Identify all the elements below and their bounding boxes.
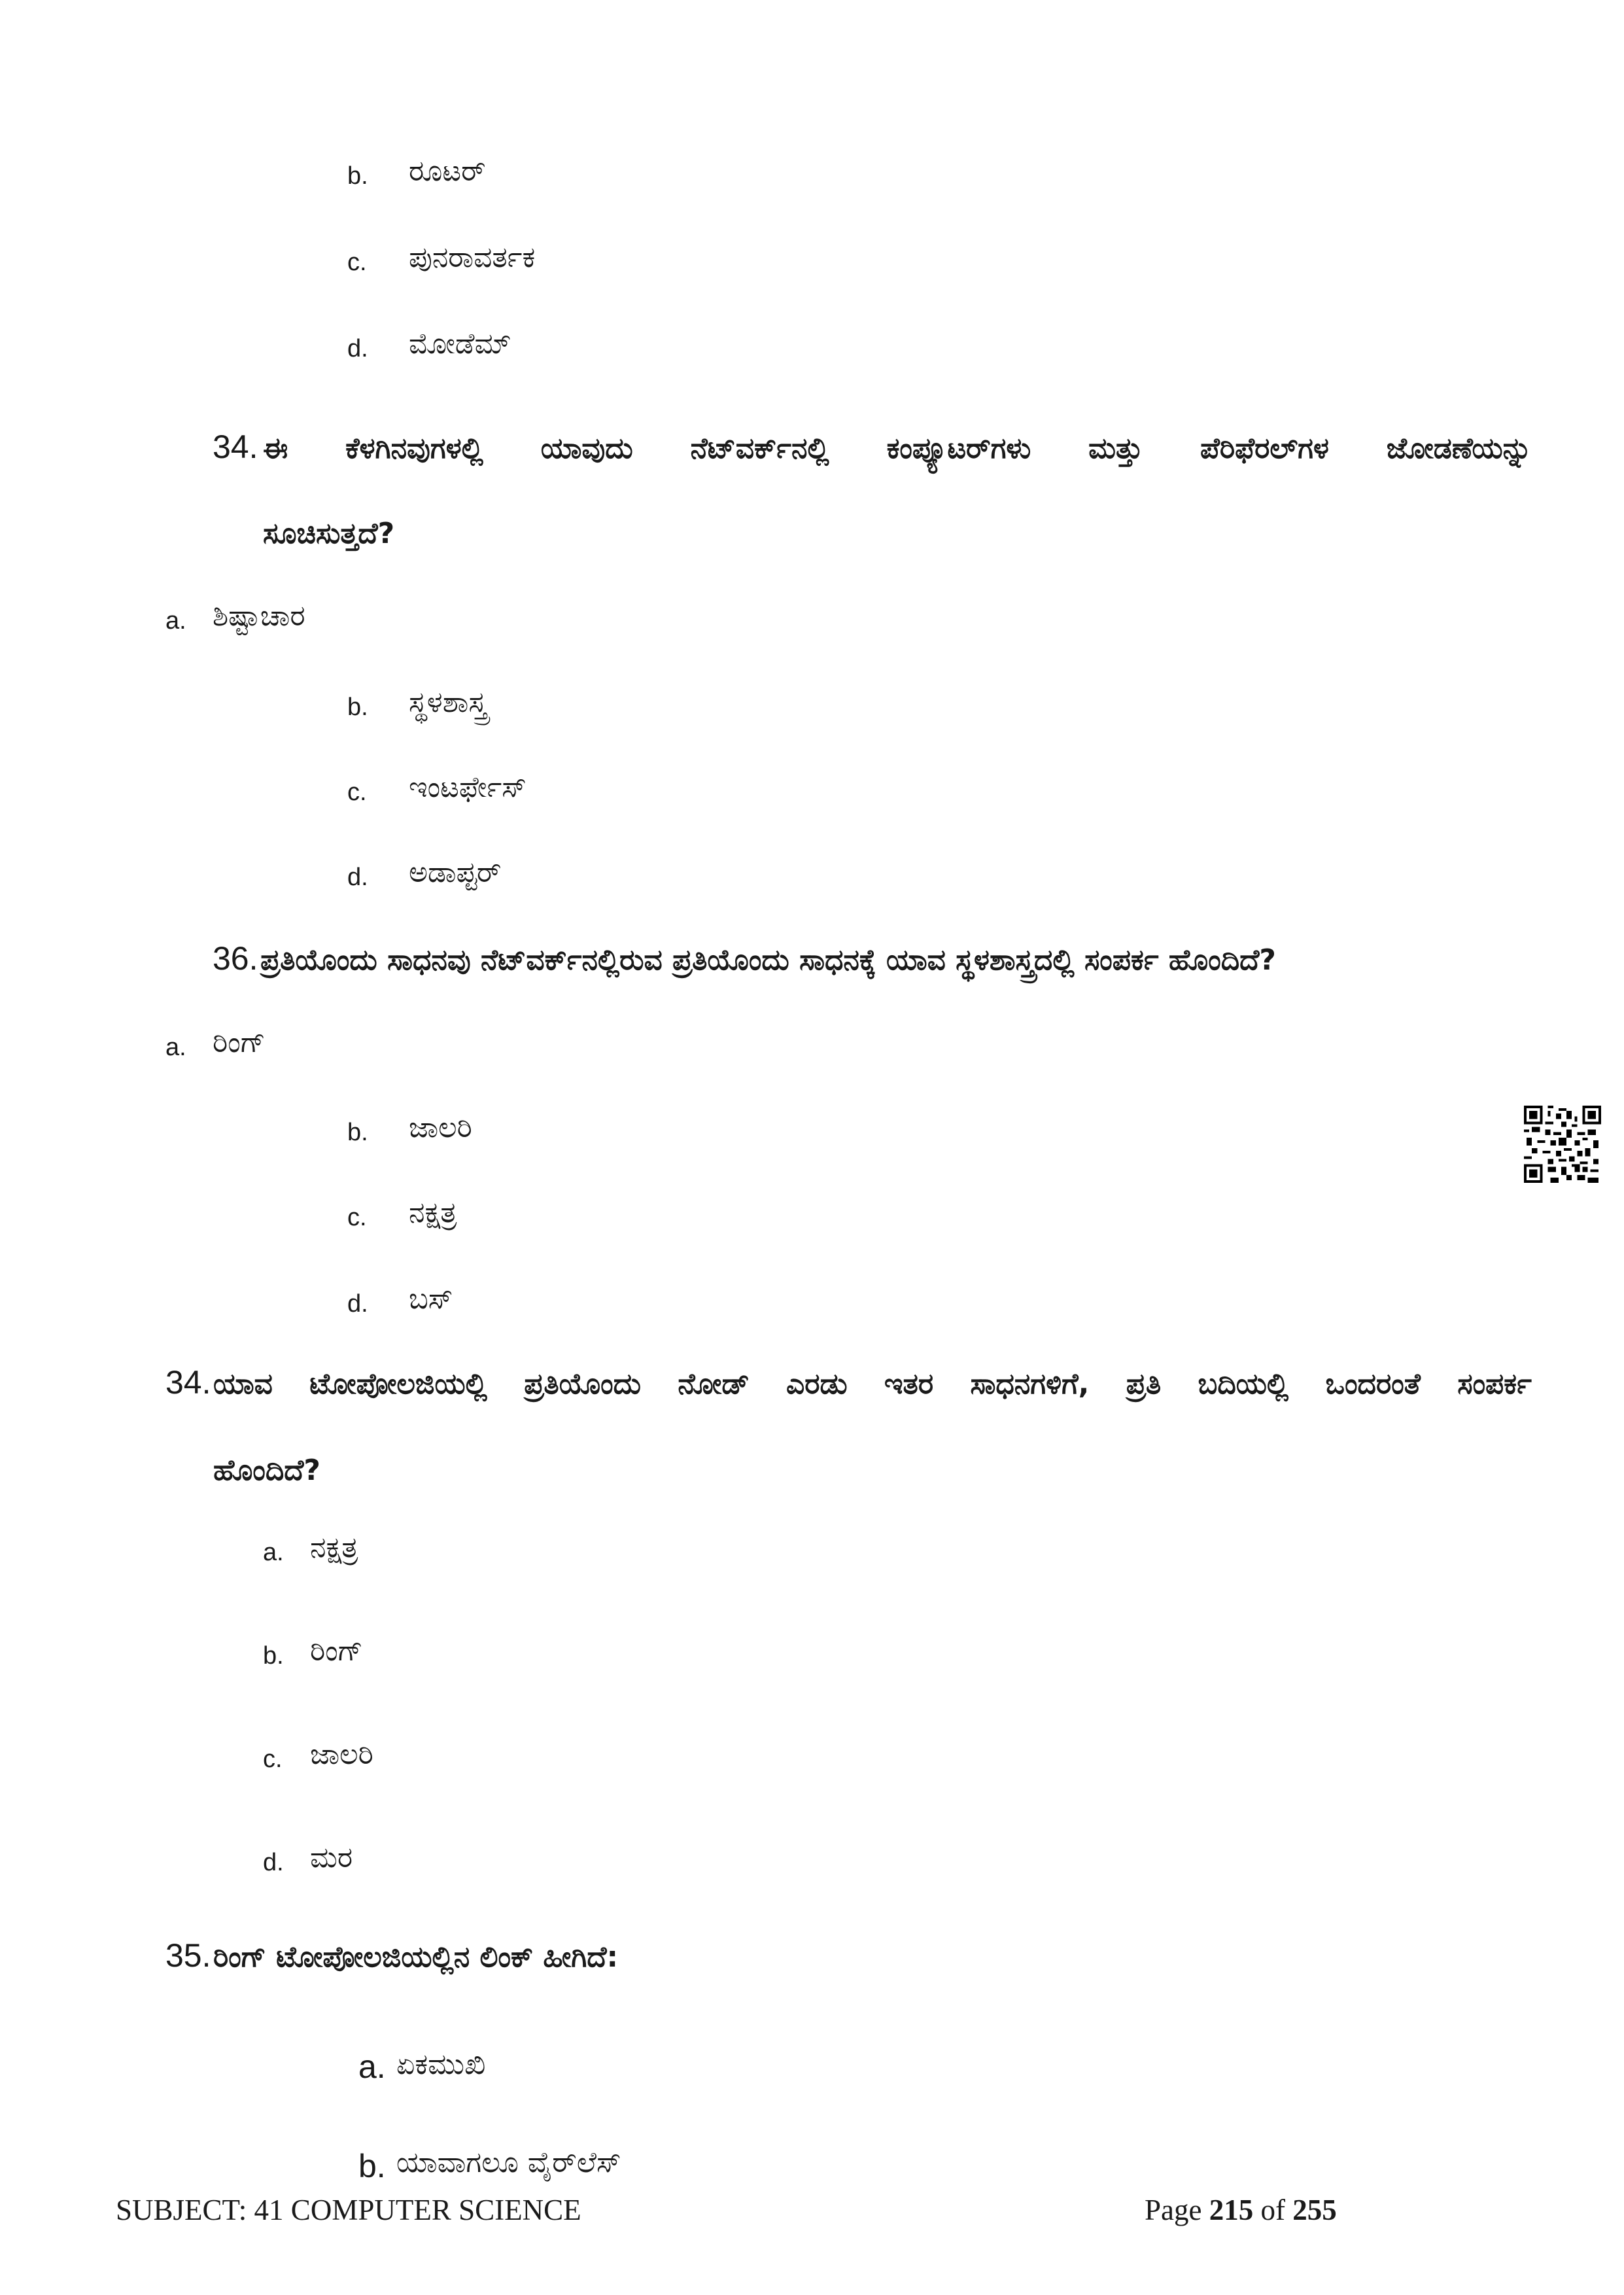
word: ಕೆಳಗಿನವುಗಳಲ್ಲಿ	[345, 432, 483, 465]
option-text: ಯಾವಾಗಲೂ ವೈರ್‌ಲೆಸ್	[396, 2146, 621, 2179]
word: ನೆಟ್‌ವರ್ಕ್‌ನಲ್ಲಿ	[690, 432, 829, 465]
option-text: ಇಂಟರ್ಫೇಸ್	[409, 771, 527, 804]
word: ಒಂದರಂತೆ	[1325, 1367, 1421, 1401]
word: ನೋಡ್	[678, 1367, 750, 1401]
word: ಜೋಡಣೆಯನ್ನು	[1386, 432, 1532, 465]
subject-label: SUBJECT: 41 COMPUTER SCIENCE	[116, 2194, 581, 2226]
option-text: ಮರ	[310, 1841, 353, 1874]
option-text: ಸ್ಥಳಶಾಸ್ತ್ರ	[409, 686, 487, 719]
option-letter: d.	[347, 864, 368, 891]
page-total: 255	[1292, 2194, 1337, 2226]
option-text: ಏಕಮುಖಿ	[396, 2048, 486, 2081]
question-text: ರಿಂಗ್ ಟೋಪೋಲಜಿಯಲ್ಲಿನ ಲಿಂಕ್ ಹೀಗಿದೆ:	[213, 1940, 619, 1974]
option-text: ಪುನರಾವರ್ತಕ	[409, 241, 536, 274]
question-number: 36.	[213, 940, 258, 977]
option-text: ಜಾಲರಿ	[310, 1738, 373, 1771]
option-letter: a.	[358, 2048, 386, 2085]
word: ಮತ್ತು	[1088, 432, 1143, 465]
option-text: ನಕ್ಷತ್ರ	[409, 1196, 457, 1229]
question-number: 34.	[213, 429, 258, 465]
word: ಯಾವ	[213, 1367, 273, 1401]
word: ಟೋಪೋಲಜಿಯಲ್ಲಿ	[309, 1367, 487, 1401]
word: ಪ್ರತಿ	[1126, 1367, 1162, 1401]
option-text: ಶಿಷ್ಟಾಚಾರ	[213, 599, 305, 633]
question-number: 34.	[165, 1364, 211, 1401]
question-number: 35.	[165, 1937, 211, 1974]
question-text-line1	[213, 1367, 1532, 1401]
option-letter: a.	[165, 607, 186, 635]
option-text: ಮೋಡೆಮ್	[409, 327, 511, 360]
option-letter: b.	[347, 162, 368, 190]
word: ಬದಿಯಲ್ಲಿ	[1198, 1367, 1289, 1401]
page-of: of	[1260, 2194, 1285, 2226]
question-text-line2: ಹೊಂದಿದೆ?	[213, 1454, 320, 1487]
question-text-line1	[263, 432, 1532, 465]
word: ಪೆರಿಫೆರಲ್‌ಗಳ	[1200, 432, 1329, 465]
option-letter: b.	[347, 693, 368, 721]
page-indicator	[1145, 2193, 1337, 2227]
option-letter: d.	[263, 1849, 284, 1876]
option-text: ರೂಟರ್	[409, 154, 486, 188]
question-text: ಪ್ರತಿಯೊಂದು ಸಾಧನವು ನೆಟ್‌ವರ್ಕ್‌ನಲ್ಲಿರುವ ಪ್ರತಿಯೊಂದು ಸಾಧನಕ್ಕೆ ಯಾವ ಸ್ಥಳಶಾಸ್ತ್ರದಲ್ಲಿ ಸಂಪರ್ಕ ಹೊಂದಿದೆ?	[260, 943, 1276, 977]
option-letter: d.	[347, 1290, 368, 1318]
option-text: ರಿಂಗ್	[213, 1026, 266, 1059]
word: ಸಂಪರ್ಕ	[1457, 1367, 1532, 1401]
word: ಎರಡು	[786, 1367, 848, 1401]
option-letter: b.	[358, 2148, 386, 2184]
question-text-line2: ಸೂಚಿಸುತ್ತದೆ?	[263, 517, 395, 550]
word: ಸಾಧನಗಳಿಗೆ,	[970, 1367, 1090, 1401]
word: ಈ	[263, 432, 288, 465]
page-prefix: Page	[1145, 2194, 1202, 2226]
option-letter: c.	[347, 1204, 367, 1231]
word: ಕಂಪ್ಯೂಟರ್‌ಗಳು	[886, 432, 1031, 465]
option-letter: b.	[263, 1642, 284, 1670]
option-text: ಜಾಲರಿ	[409, 1111, 472, 1144]
option-letter: a.	[263, 1539, 284, 1566]
option-letter: a.	[165, 1034, 186, 1061]
word: ಇತರ	[884, 1367, 934, 1401]
option-text: ಬಸ್	[409, 1282, 453, 1316]
option-letter: c.	[347, 249, 367, 276]
option-text: ನಕ್ಷತ್ರ	[310, 1531, 358, 1564]
option-letter: c.	[263, 1745, 283, 1773]
word: ಪ್ರತಿಯೊಂದು	[524, 1367, 642, 1401]
option-letter: c.	[347, 779, 367, 806]
qr-code-icon	[1524, 1106, 1601, 1183]
option-text: ರಿಂಗ್	[310, 1634, 363, 1668]
word: ಯಾವುದು	[540, 432, 633, 465]
option-text: ಅಡಾಪ್ಟರ್	[409, 856, 502, 889]
option-letter: b.	[347, 1119, 368, 1146]
option-letter: d.	[347, 335, 368, 362]
page-number: 215	[1209, 2194, 1254, 2226]
